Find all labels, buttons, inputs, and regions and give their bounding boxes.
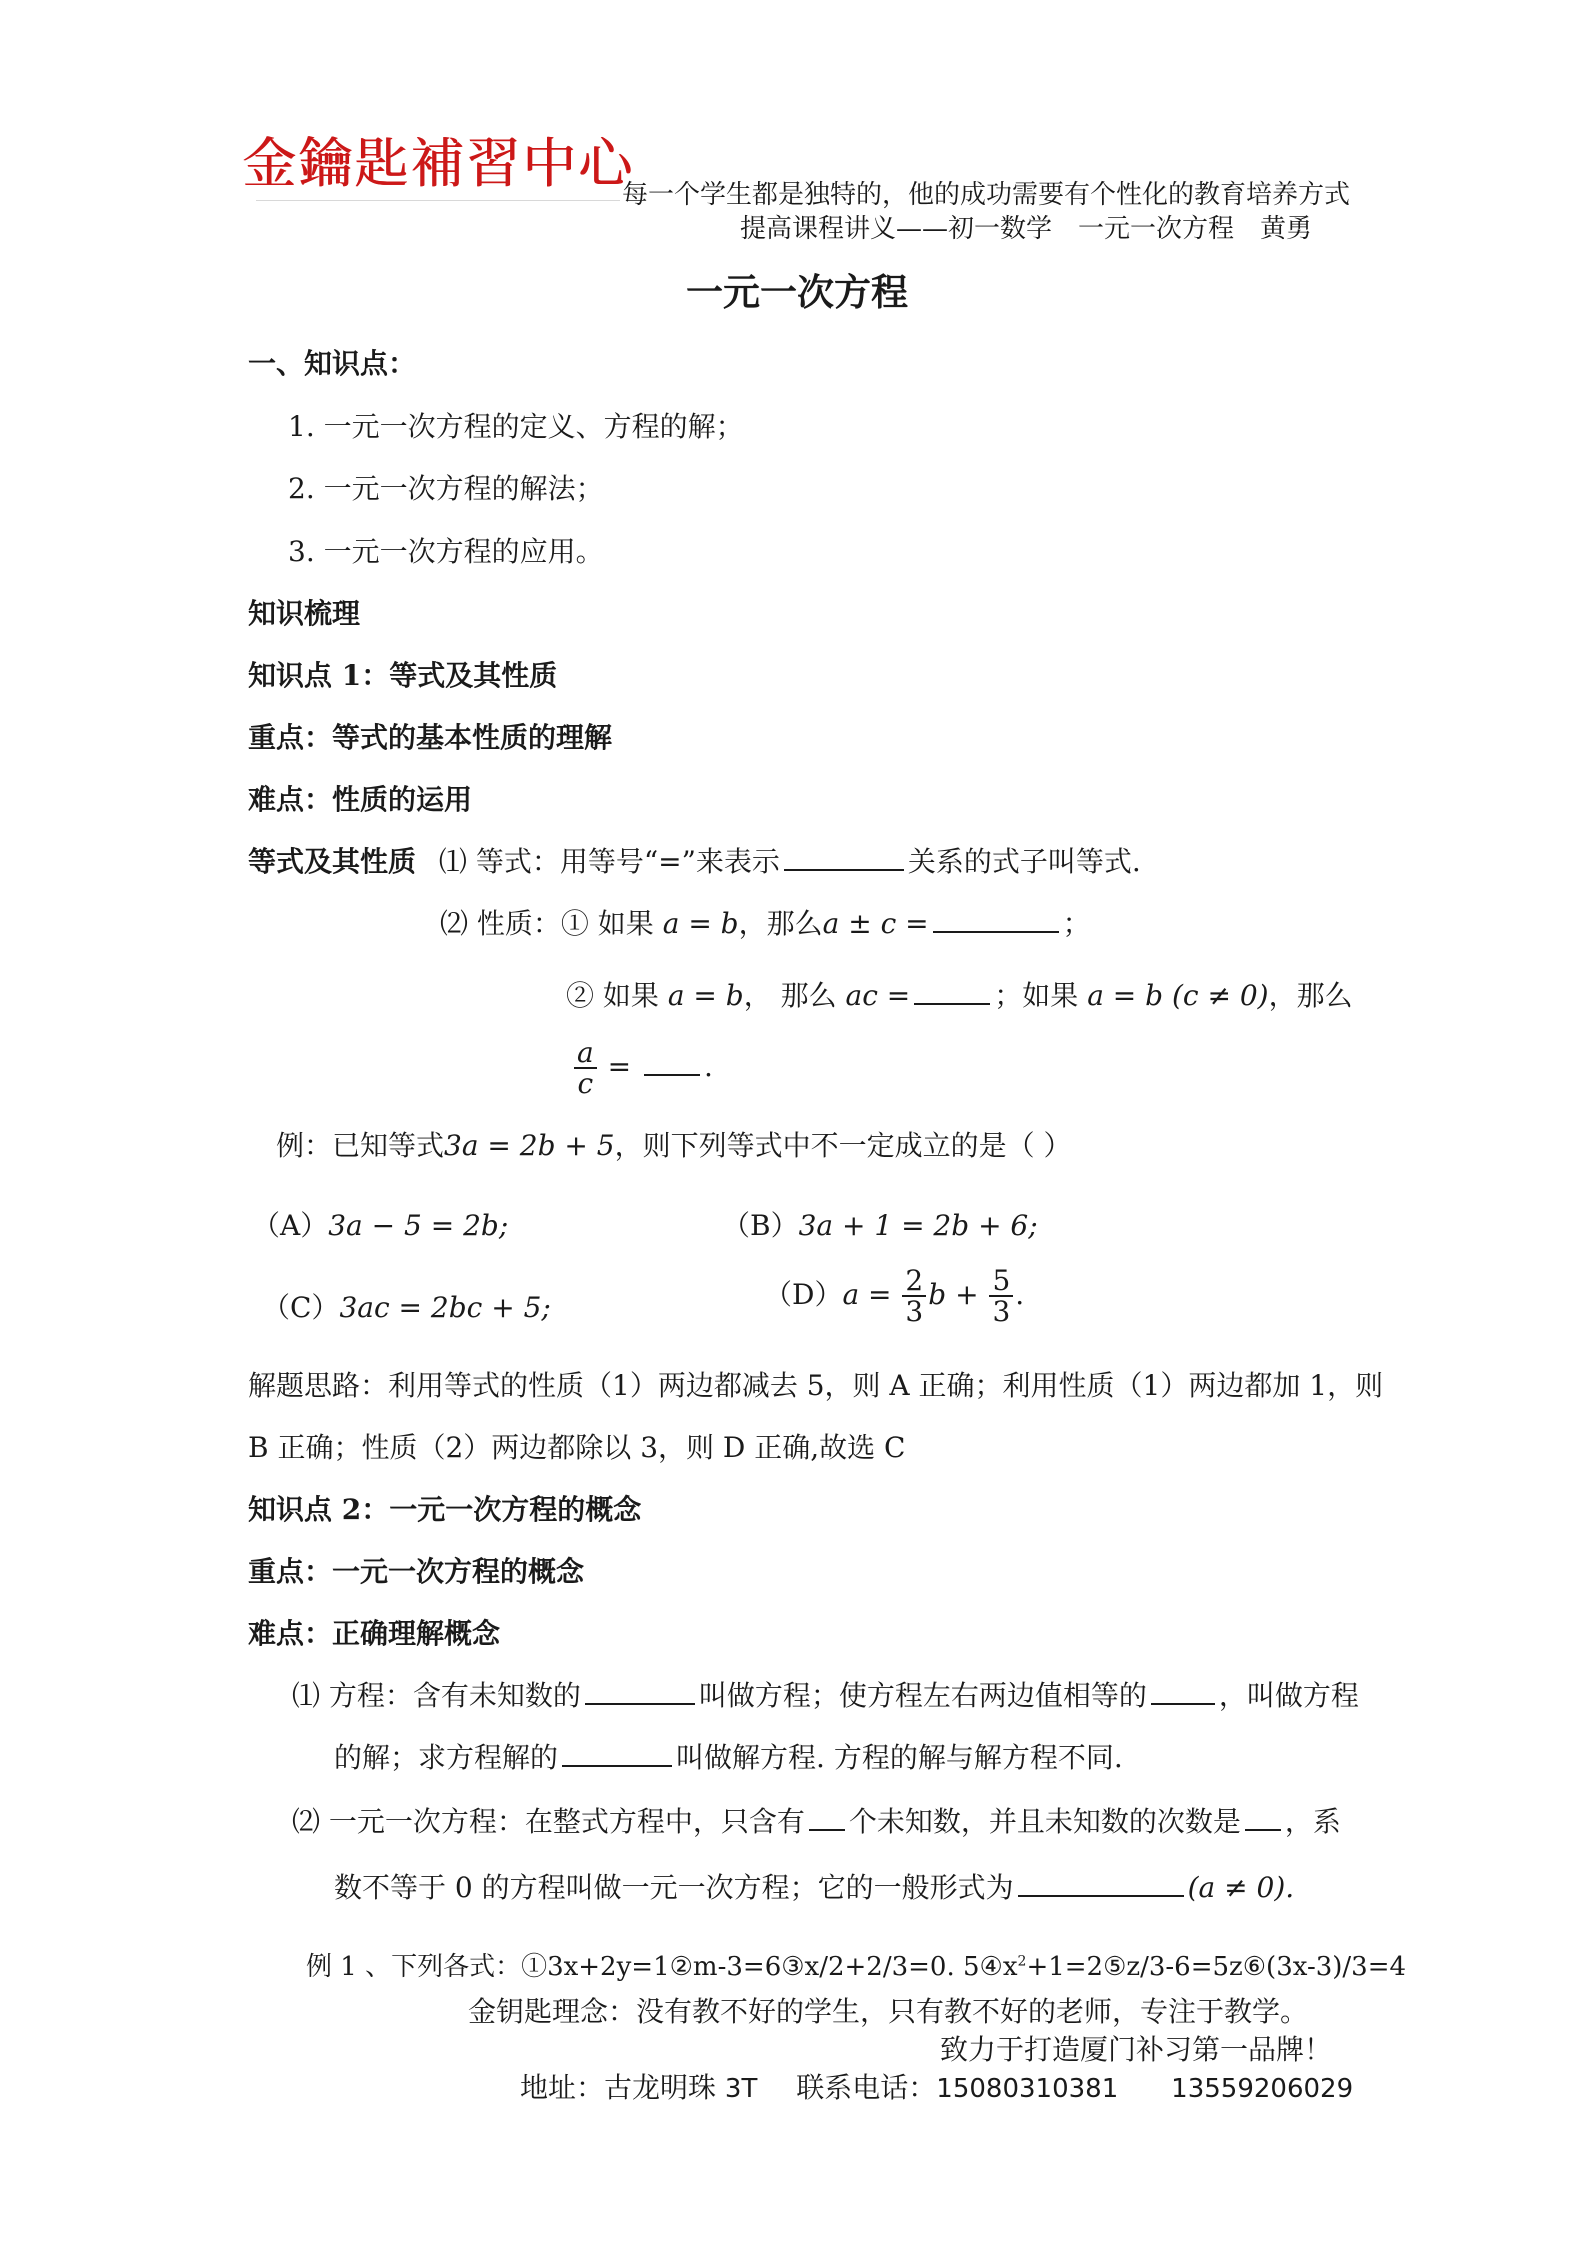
example-text: 例：已知等式 xyxy=(276,1129,445,1162)
blank xyxy=(585,1702,695,1705)
blank xyxy=(1245,1828,1281,1831)
footer-slogan: 致力于打造厦门补习第一品牌！ xyxy=(940,2033,1333,2066)
concept-linear-cont xyxy=(334,1866,1294,1906)
math: (a ≠ 0). xyxy=(1187,1871,1295,1904)
kp1-key: 重点：等式的基本性质的理解 xyxy=(248,721,613,754)
example-question xyxy=(276,1124,1072,1164)
example-1 xyxy=(306,1946,1406,1983)
footer-philosophy: 金钥匙理念：没有教不好的学生，只有教不好的老师，专注于教学。 xyxy=(468,1995,1309,2028)
property-text: . xyxy=(703,1049,713,1083)
sort-heading: 知识梳理 xyxy=(248,597,361,630)
blank xyxy=(809,1828,845,1831)
blank xyxy=(784,868,904,871)
phone-number: 15080310381 xyxy=(936,2074,1119,2104)
example-text: 例 1 、下列各式：①3x+2y=1②m-3=6③x/2+2/3=0. 5④x xyxy=(306,1952,1018,1982)
concept-text: ⑵ 一元一次方程：在整式方程中，只含有 xyxy=(292,1805,805,1838)
concept-text: ⑴ 方程：含有未知数的 xyxy=(292,1679,581,1712)
kp1-hard: 难点：性质的运用 xyxy=(248,783,473,816)
option-a xyxy=(252,1204,508,1244)
solution-line: B 正确；性质（2）两边都除以 3，则 D 正确,故选 C xyxy=(248,1431,906,1464)
section-heading: 一、知识点： xyxy=(248,347,417,380)
property-2 xyxy=(566,974,1353,1014)
math: a = b xyxy=(667,979,744,1012)
option-b xyxy=(722,1204,1038,1244)
math: a = b xyxy=(662,907,739,940)
header-course: 提高课程讲义——初一数学 一元一次方程 黄勇 xyxy=(740,214,1313,244)
math: ac = xyxy=(845,979,911,1012)
property-1 xyxy=(440,902,1091,942)
emphasis-text: 不一定 xyxy=(810,1129,895,1162)
blank xyxy=(1018,1894,1184,1897)
concept-text: 叫做解方程. 方程的解与解方程不同. xyxy=(676,1741,1123,1774)
kp2-title: 知识点 2：一元一次方程的概念 xyxy=(248,1493,642,1526)
definition-text: ⑴ 等式：用等号“=”来表示 xyxy=(438,845,780,878)
math: 3a − 5 = 2b; xyxy=(328,1209,509,1242)
blank xyxy=(914,1002,990,1005)
address-label: 地址：古龙明珠 xyxy=(520,2071,717,2104)
logo xyxy=(242,118,634,201)
superscript: 2 xyxy=(1017,1953,1027,1970)
option-label: （D） xyxy=(764,1277,843,1311)
fraction: $\frac{2}{3}$ xyxy=(902,1266,926,1327)
property-2-fraction: $\frac{a}{c}$ = . xyxy=(572,1038,713,1099)
option-label: （A） xyxy=(252,1209,329,1242)
kp1-label: 等式及其性质 xyxy=(248,845,417,878)
definition-text: 关系的式子叫等式. xyxy=(907,845,1141,878)
phone-number: 13559206029 xyxy=(1171,2074,1354,2104)
blank xyxy=(562,1764,672,1767)
phone-label: 联系电话： xyxy=(796,2071,937,2104)
concept-text: 叫做方程；使方程左右两边值相等的 xyxy=(698,1679,1147,1712)
list-item: 1. 一元一次方程的定义、方程的解； xyxy=(288,410,744,443)
logo-text: 金鑰匙補習中心 xyxy=(242,131,634,195)
property-text: ，那么 xyxy=(738,907,823,940)
list-item: 3. 一元一次方程的应用。 xyxy=(288,535,604,568)
blank xyxy=(1151,1702,1215,1705)
property-text: ；如果 xyxy=(994,979,1079,1012)
concept-text: ，系 xyxy=(1284,1805,1341,1838)
kp1-title: 知识点 1：等式及其性质 xyxy=(248,659,558,692)
address-unit: 3T xyxy=(724,2074,758,2104)
fraction: $\frac{5}{3}$ xyxy=(989,1266,1013,1327)
footer-contact xyxy=(520,2066,1353,2106)
option-d: （D）a = $\frac{2}{3}$ b + $\frac{5}{3}$ . xyxy=(764,1264,1025,1329)
concept-linear xyxy=(292,1800,1341,1840)
option-label: （B） xyxy=(722,1209,799,1242)
header-motto: 每一个学生都是独特的，他的成功需要有个性化的教育培养方式 xyxy=(622,180,1351,210)
example-text: +1=2⑤z/3-6=5z⑥(3x-3)/3=4 xyxy=(1026,1952,1407,1982)
concept-text: 的解；求方程解的 xyxy=(334,1741,559,1774)
math: 3a + 1 = 2b + 6; xyxy=(798,1209,1038,1242)
math: 3ac = 2bc + 5; xyxy=(339,1291,551,1324)
example-text: ，则下列等式中 xyxy=(614,1129,811,1162)
option-c xyxy=(262,1286,551,1326)
example-text: 成立的是（ ） xyxy=(894,1129,1072,1162)
concept-equation-cont xyxy=(334,1736,1123,1776)
kp2-hard: 难点：正确理解概念 xyxy=(248,1617,501,1650)
math: a = b (c ≠ 0) xyxy=(1087,979,1269,1012)
solution-line: 解题思路：利用等式的性质（1）两边都减去 5，则 A 正确；利用性质（1）两边都加 1，则 xyxy=(248,1369,1384,1402)
property-text: ② 如果 xyxy=(566,979,659,1012)
concept-text: 数不等于 0 的方程叫做一元一次方程；它的一般形式为 xyxy=(334,1871,1014,1904)
fraction: $\frac{a}{c}$ xyxy=(574,1038,597,1099)
property-text: ⑵ 性质：① 如果 xyxy=(440,907,654,940)
property-text: ，那么 xyxy=(1268,979,1353,1012)
math: a = xyxy=(842,1277,892,1311)
option-label: （C） xyxy=(262,1291,340,1324)
property-text: ， 那么 xyxy=(743,979,837,1012)
page-title: 一元一次方程 xyxy=(686,270,908,314)
blank xyxy=(933,930,1059,933)
kp2-key: 重点：一元一次方程的概念 xyxy=(248,1555,585,1588)
kp1-definition xyxy=(248,840,1141,880)
list-item: 2. 一元一次方程的解法； xyxy=(288,472,604,505)
concept-text: 个未知数，并且未知数的次数是 xyxy=(848,1805,1241,1838)
property-text: ； xyxy=(1062,907,1091,940)
concept-equation xyxy=(292,1674,1359,1714)
math: a ± c = xyxy=(822,907,929,940)
concept-text: ，叫做方程 xyxy=(1218,1679,1359,1712)
blank xyxy=(644,1073,700,1076)
math: 3a = 2b + 5 xyxy=(444,1129,615,1162)
